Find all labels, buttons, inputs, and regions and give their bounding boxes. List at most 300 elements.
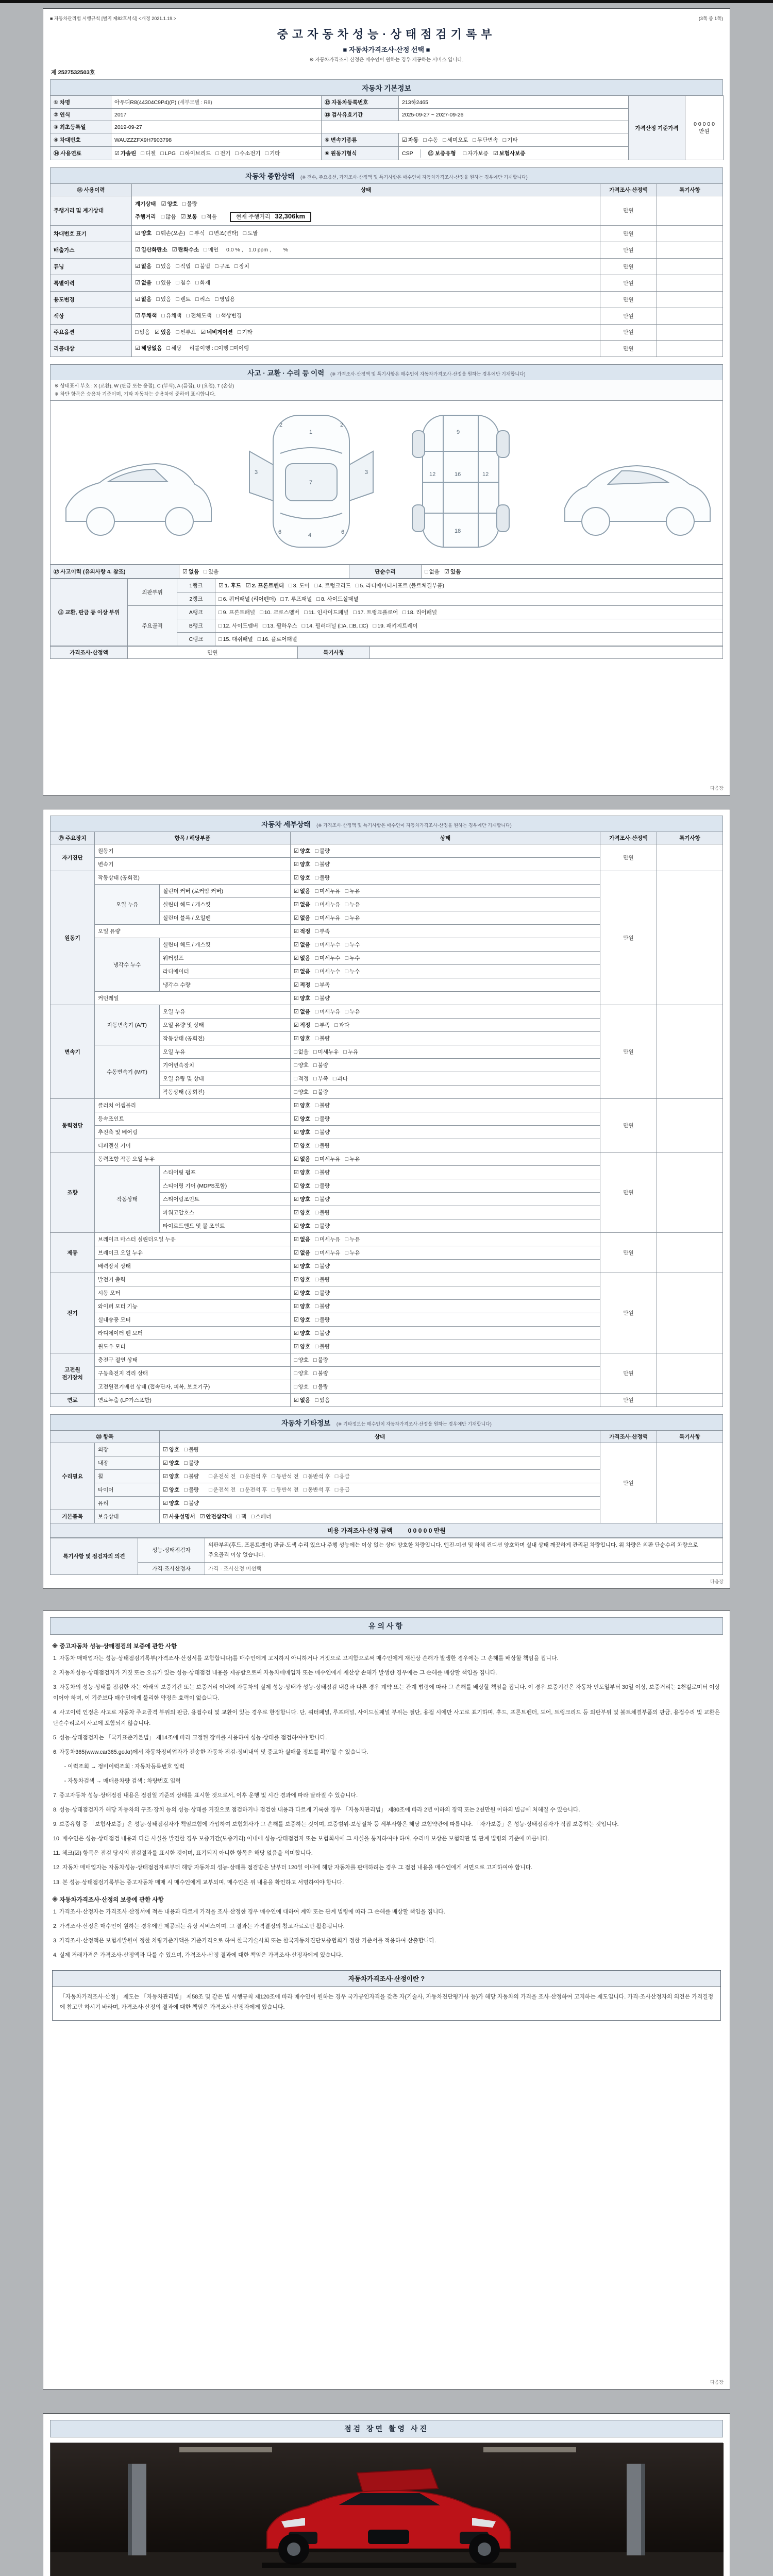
checkbox-label: 많음 [165,213,176,220]
checkbox-option[interactable] [166,343,181,354]
state-cell [291,1273,600,1286]
checkbox-option[interactable] [463,149,489,157]
checkbox-option[interactable] [315,1329,330,1337]
checkbox-option[interactable] [356,582,444,589]
checkbox-option[interactable] [315,1101,330,1109]
checkbox-option[interactable] [315,1128,330,1136]
checkbox-option[interactable] [184,1459,199,1467]
checkbox-option[interactable] [304,1486,330,1494]
checkbox-option[interactable] [294,1142,310,1149]
checkbox-option[interactable] [156,261,171,272]
state-cell [291,1153,600,1166]
checkbox-icon: □ [303,1473,307,1480]
checkbox-option[interactable] [313,1075,328,1082]
checkbox-option[interactable] [294,1235,310,1243]
checkbox-option[interactable] [313,1369,328,1377]
notice-line: 6. 자동차365(www.car365.go.kr)에서 자동차정비업자가 전송한 자동차 점검·정비내역 및 중고차 실매물 정보를 확인할 수 있습니다. [53,1749,368,1756]
device-group-label: 동력전달 [51,1099,95,1153]
accident-history-options [179,565,349,578]
checkbox-option[interactable] [141,149,156,157]
checkbox-option[interactable] [294,941,310,948]
checkbox-option[interactable] [161,311,181,321]
checkbox-option[interactable] [315,1302,330,1310]
checkbox-option[interactable] [345,941,360,948]
checkbox-option[interactable] [135,294,152,305]
checkbox-icon: □ [315,861,318,868]
state-cell [291,871,600,885]
accident-price-table [50,646,723,659]
state-cell [132,196,600,226]
checkbox-option[interactable] [304,608,348,616]
checkbox-label: 14. 필러패널 (□A, □B, □C) [306,622,368,629]
checkbox-option[interactable] [315,968,340,975]
checkbox-option[interactable] [294,1329,310,1337]
checkbox-option[interactable] [315,927,330,935]
checkbox-option[interactable] [315,1316,330,1324]
checkbox-option[interactable] [219,595,276,603]
checkbox-option[interactable] [302,622,368,630]
checkbox-option[interactable] [294,901,310,908]
checkbox-option[interactable] [156,294,171,305]
checkbox-icon: ☑ [294,1036,299,1042]
checkbox-option[interactable] [195,278,210,289]
checkbox-icon: ☑ [245,582,251,589]
checkbox-icon: □ [315,1250,318,1256]
checkbox-option[interactable] [240,1472,267,1480]
checkbox-option[interactable] [315,1289,330,1297]
checkbox-option[interactable] [272,1486,298,1494]
checkbox-option[interactable] [204,245,219,256]
checkbox-option[interactable] [209,1472,236,1480]
checkbox-option[interactable] [190,228,205,239]
checkbox-option[interactable] [238,327,253,338]
checkbox-option[interactable] [135,343,162,354]
checkbox-option[interactable] [294,914,310,922]
state-cell [291,1072,600,1086]
checkbox-label: 있음 [160,329,172,335]
svg-text:9: 9 [457,429,460,435]
checkbox-icon: ☑ [294,1223,299,1229]
checkbox-option[interactable] [204,568,219,575]
checkbox-option[interactable] [315,1035,330,1042]
device-group-label: 전기 [51,1273,95,1353]
checkbox-option[interactable] [315,914,340,922]
section-title: 자동차 세부상태 [261,821,311,828]
checkbox-icon: □ [313,1089,317,1095]
checkbox-option[interactable] [315,994,330,1002]
price-cell: 만원 [600,1353,657,1394]
photos-section-title: 점검 장면 촬영 사진 [50,2420,723,2437]
checkbox-icon: □ [294,1049,297,1055]
checkbox-option[interactable] [315,954,340,962]
checkbox-option[interactable] [345,1249,360,1257]
detail-row [51,871,723,885]
section-note: (※ 가격조사·산정액 및 특기사항은 매수인이 자동차가격조사·산정을 원하는 경우에만 기재합니다) [316,823,512,828]
checkbox-option[interactable] [294,1115,310,1123]
checkbox-option[interactable] [313,1383,328,1391]
checkbox-label: 양호 [169,1447,180,1453]
state-cell [291,1139,600,1153]
checkbox-option[interactable] [246,582,284,589]
checkbox-option[interactable] [444,568,461,575]
checkbox-option[interactable] [315,887,340,895]
checkbox-option[interactable] [240,1486,267,1494]
checkbox-option[interactable] [493,149,526,157]
checkbox-icon: ☑ [294,1196,299,1202]
checkbox-label: 불량 [188,1447,199,1453]
checkbox-icon: □ [294,1062,297,1069]
checkbox-option[interactable] [135,327,150,338]
checkbox-option[interactable] [315,981,330,989]
checkbox-icon: □ [463,150,467,157]
checkbox-option[interactable] [219,635,253,643]
checkbox-option[interactable] [294,1383,309,1391]
checkbox-label: 양호 [299,1290,311,1296]
checkbox-icon: □ [176,279,179,286]
checkbox-option[interactable] [304,1472,330,1480]
checkbox-option[interactable] [315,1115,330,1123]
checkbox-option[interactable] [200,327,233,338]
checkbox-option[interactable] [195,261,210,272]
checkbox-option[interactable] [294,1008,310,1015]
checkbox-option[interactable] [315,1155,340,1163]
checkbox-option[interactable] [163,1446,179,1453]
checkbox-label: 불량 [319,1344,330,1350]
item-subgroup-label: 수동변속기 (M/T) [95,1045,160,1099]
section-detail-status [50,816,723,832]
checkbox-option[interactable] [260,608,299,616]
checkbox-option[interactable] [294,1276,310,1283]
checkbox-option[interactable] [289,582,310,589]
checkbox-icon: □ [315,1183,318,1189]
note-cell [657,242,723,258]
checkbox-option[interactable] [294,1168,310,1176]
checkbox-option[interactable] [200,1513,232,1520]
state-cell [291,1353,600,1367]
checkbox-option[interactable] [315,1209,330,1216]
state-cell [291,1019,600,1032]
checkbox-option[interactable] [155,327,171,338]
checkbox-option[interactable] [161,212,176,223]
checkbox-option[interactable] [315,1021,330,1029]
checkbox-option[interactable] [423,136,438,144]
checkbox-icon: ☑ [294,1116,299,1122]
checkbox-icon: □ [315,942,318,948]
checkbox-option[interactable] [314,582,351,589]
checkbox-option[interactable] [294,968,310,975]
checkbox-option[interactable] [176,294,191,305]
checkbox-option[interactable] [315,1249,340,1257]
checkbox-label: 불량 [319,861,330,868]
checkbox-label: 구조 [219,263,230,269]
checkbox-option[interactable] [294,1316,310,1324]
checkbox-option[interactable] [294,1088,309,1096]
checkbox-label: 자가보증 [467,150,489,157]
checkbox-option[interactable] [184,1486,199,1494]
checkbox-option[interactable] [160,150,176,157]
checkbox-option[interactable] [181,212,197,223]
field-label-fuel: ⑭ 사용연료 [51,147,111,160]
checkbox-icon: □ [315,1277,318,1283]
checkbox-option[interactable] [209,1486,236,1494]
checkbox-option[interactable] [215,149,230,157]
exchange-section-label: ⑱ 교환, 판금 등 이상 부위 [51,579,128,646]
checkbox-option[interactable] [219,608,255,616]
checkbox-option[interactable] [313,1048,339,1056]
checkbox-option[interactable] [294,847,310,855]
checkbox-option[interactable] [315,1168,330,1176]
checkbox-option[interactable] [237,1513,246,1520]
checkbox-option[interactable] [315,1396,330,1404]
checkbox-option[interactable] [219,582,241,589]
checkbox-option[interactable] [263,622,297,630]
checkbox-icon: □ [315,875,318,881]
checkbox-option[interactable] [215,261,230,272]
checkbox-option[interactable] [156,278,171,289]
checkbox-option[interactable] [235,149,260,157]
checkbox-option[interactable] [315,941,340,948]
checkbox-option[interactable] [184,1499,199,1507]
checkbox-option[interactable] [315,1276,330,1283]
checkbox-label: 세미오토 [447,137,468,143]
checkbox-option[interactable] [315,874,330,882]
checkbox-option[interactable] [163,1472,179,1480]
checkbox-option[interactable] [345,1008,360,1015]
line-extra: 리콜이행 : □이행 □미이행 [189,345,249,352]
checkbox-option[interactable] [315,1142,330,1149]
exchange-panel-table [50,579,723,646]
legend-line-2: ※ 하단 항목은 승용차 기준이며, 기타 자동차는 승용차에 준하여 표시합니다. [55,391,216,397]
item-label: 작동상태 (공회전) [95,871,291,885]
checkbox-option[interactable] [315,1262,330,1270]
checkbox-option[interactable] [373,622,418,630]
checkbox-option[interactable] [345,901,360,908]
checkbox-option[interactable] [216,311,242,321]
checkbox-option[interactable] [243,228,258,239]
checkbox-label: 미세누수 [319,955,341,961]
checkbox-option[interactable] [294,1061,309,1069]
checkbox-option[interactable] [473,136,498,144]
checkbox-option[interactable] [176,261,191,272]
opinion-row-appraiser [51,1562,723,1574]
checkbox-label: 양호 [299,861,311,868]
checkbox-option[interactable] [402,608,437,616]
checkbox-label: 양호 [169,1500,180,1506]
state-cell [291,1206,600,1219]
checkbox-option[interactable] [176,327,196,338]
checkbox-option[interactable] [135,228,152,239]
checkbox-option[interactable] [316,595,358,603]
checkbox-option[interactable] [294,1343,310,1350]
checkbox-icon: □ [345,888,349,894]
device-group-label: 자기진단 [51,844,95,871]
checkbox-option[interactable] [345,1235,360,1243]
checkbox-option[interactable] [209,228,238,239]
state-cell [160,1443,600,1456]
checkbox-option[interactable] [163,1513,195,1520]
checkbox-option[interactable] [315,1195,330,1203]
checkbox-option[interactable] [315,1343,330,1350]
checkbox-label: 불량 [319,1290,330,1296]
state-cell [160,1497,600,1510]
checkbox-option[interactable] [335,1486,350,1494]
checkbox-icon: □ [355,582,359,589]
checkbox-label: 양호 [299,1036,311,1042]
checkbox-option[interactable] [186,311,211,321]
checkbox-option[interactable] [313,1088,328,1096]
checkbox-option[interactable] [294,887,310,895]
checkbox-option[interactable] [294,860,310,868]
checkbox-option[interactable] [294,1075,309,1082]
checkbox-option[interactable] [333,1075,348,1082]
checkbox-option[interactable] [343,1048,358,1056]
checkbox-option[interactable] [315,860,330,868]
checkbox-option[interactable] [135,261,152,272]
col-header-note: 특기사항 [657,832,723,844]
checkbox-icon: □ [315,1210,318,1216]
checkbox-option[interactable] [294,1249,310,1257]
checkbox-option[interactable] [294,927,310,935]
checkbox-option[interactable] [345,914,360,922]
checkbox-option[interactable] [345,1155,360,1163]
checkbox-option[interactable] [294,1302,310,1310]
checkbox-icon: ☑ [163,1460,168,1466]
detail-row [51,1099,723,1112]
checkbox-label: 불량 [317,1384,328,1390]
svg-text:3: 3 [255,469,258,476]
checkbox-option[interactable] [294,1262,310,1270]
checkbox-option[interactable] [315,901,340,908]
checkbox-label: 불법 [199,263,211,269]
checkbox-option[interactable] [258,635,297,643]
state-cell [291,1286,600,1300]
checkbox-option[interactable] [251,1513,271,1520]
checkbox-option[interactable] [163,1486,179,1494]
checkbox-option[interactable] [345,887,360,895]
checkbox-option[interactable] [335,1472,350,1480]
checkbox-option[interactable] [180,149,211,157]
checkbox-option[interactable] [353,608,398,616]
note-cell [657,341,723,357]
other-header-row [51,1431,723,1443]
col-header-state: 상태 [160,1431,600,1443]
checkbox-option[interactable] [161,199,178,210]
checkbox-option[interactable] [315,847,330,855]
next-page-marker: 다음장 [710,1579,724,1584]
section-basic-info [50,79,723,95]
checkbox-option[interactable] [334,1021,349,1029]
checkbox-option[interactable] [294,874,310,882]
base-price-label: 가격산정 기준가격 [629,96,685,160]
checkbox-option[interactable] [172,245,199,256]
checkbox-option[interactable] [315,1182,330,1190]
checkbox-option[interactable] [135,278,152,289]
checkbox-option[interactable] [156,228,185,239]
checkbox-option[interactable] [294,1035,310,1042]
document-title: 중고자동차성능·상태점검기록부 [277,28,496,41]
checkbox-label: 없음 [299,1236,311,1243]
checkbox-option[interactable] [294,1182,310,1190]
checkbox-option[interactable] [215,294,235,305]
checkbox-option[interactable] [313,1061,328,1069]
checkbox-option[interactable] [182,568,199,575]
checkbox-option[interactable] [294,1021,310,1029]
checkbox-option[interactable] [294,1195,310,1203]
checkbox-icon: □ [315,1129,318,1136]
checkbox-option[interactable] [135,245,167,256]
checkbox-option[interactable] [294,1369,309,1377]
checkbox-option[interactable] [272,1472,298,1480]
checkbox-option[interactable] [294,1209,310,1216]
checkbox-option[interactable] [294,1222,310,1230]
checkbox-option[interactable] [219,622,258,630]
checkbox-label: 누유 [347,1049,359,1055]
checkbox-option[interactable] [176,278,191,289]
checkbox-icon: □ [315,955,318,961]
checkbox-label: 없음 [429,568,440,575]
checkbox-option[interactable] [294,1155,310,1163]
checkbox-option[interactable] [234,261,249,272]
checkbox-icon: ☑ [294,1317,299,1323]
state-cell [132,242,600,258]
checkbox-option[interactable] [294,1396,310,1404]
checkbox-option[interactable] [182,199,197,210]
checkbox-option[interactable] [443,136,468,144]
checkbox-option[interactable] [184,1446,199,1453]
state-cell [291,952,600,965]
checkbox-option[interactable] [294,981,310,989]
checkbox-option[interactable] [294,1356,309,1364]
checkbox-option[interactable] [294,1101,310,1109]
checkbox-option[interactable] [345,968,360,975]
checkbox-option[interactable] [313,1356,328,1364]
checkbox-option[interactable] [294,994,310,1002]
checkbox-option[interactable] [195,294,210,305]
checkbox-option[interactable] [315,1008,340,1015]
checkbox-option[interactable] [294,954,310,962]
checkbox-label: 13. 휠하우스 [267,622,297,629]
checkbox-option[interactable] [315,1235,340,1243]
checkbox-icon: □ [176,263,179,269]
price-warranty-title: ※ 자동차가격조사·산정의 보증에 관한 사항 [52,1896,164,1903]
checkbox-option[interactable] [294,1128,310,1136]
checkbox-icon: ☑ [135,263,140,269]
checkbox-icon: ☑ [294,1236,299,1243]
checkbox-icon: ☑ [154,329,160,335]
checkbox-option[interactable] [280,595,312,603]
checkbox-label: 불량 [319,848,330,854]
checkbox-option[interactable] [163,1499,179,1507]
checkbox-option[interactable] [184,1472,199,1480]
checkbox-option[interactable] [345,954,360,962]
checkbox-option[interactable] [202,212,217,223]
checkbox-option[interactable] [425,568,440,575]
checkbox-option[interactable] [294,1048,309,1056]
checkbox-option[interactable] [402,136,418,144]
state-cell [132,308,600,324]
checkbox-option[interactable] [163,1459,179,1467]
checkbox-option[interactable] [294,1289,310,1297]
item-label: 타이어 [95,1483,160,1497]
checkbox-option[interactable] [315,1222,330,1230]
checkbox-option[interactable] [503,136,518,144]
svg-text:16: 16 [455,471,461,478]
checkbox-option[interactable] [265,149,280,157]
price-cell: 만원 [600,308,657,324]
checkbox-option[interactable] [135,311,157,321]
accident-history-row [51,565,723,578]
checkbox-option[interactable] [114,149,136,157]
